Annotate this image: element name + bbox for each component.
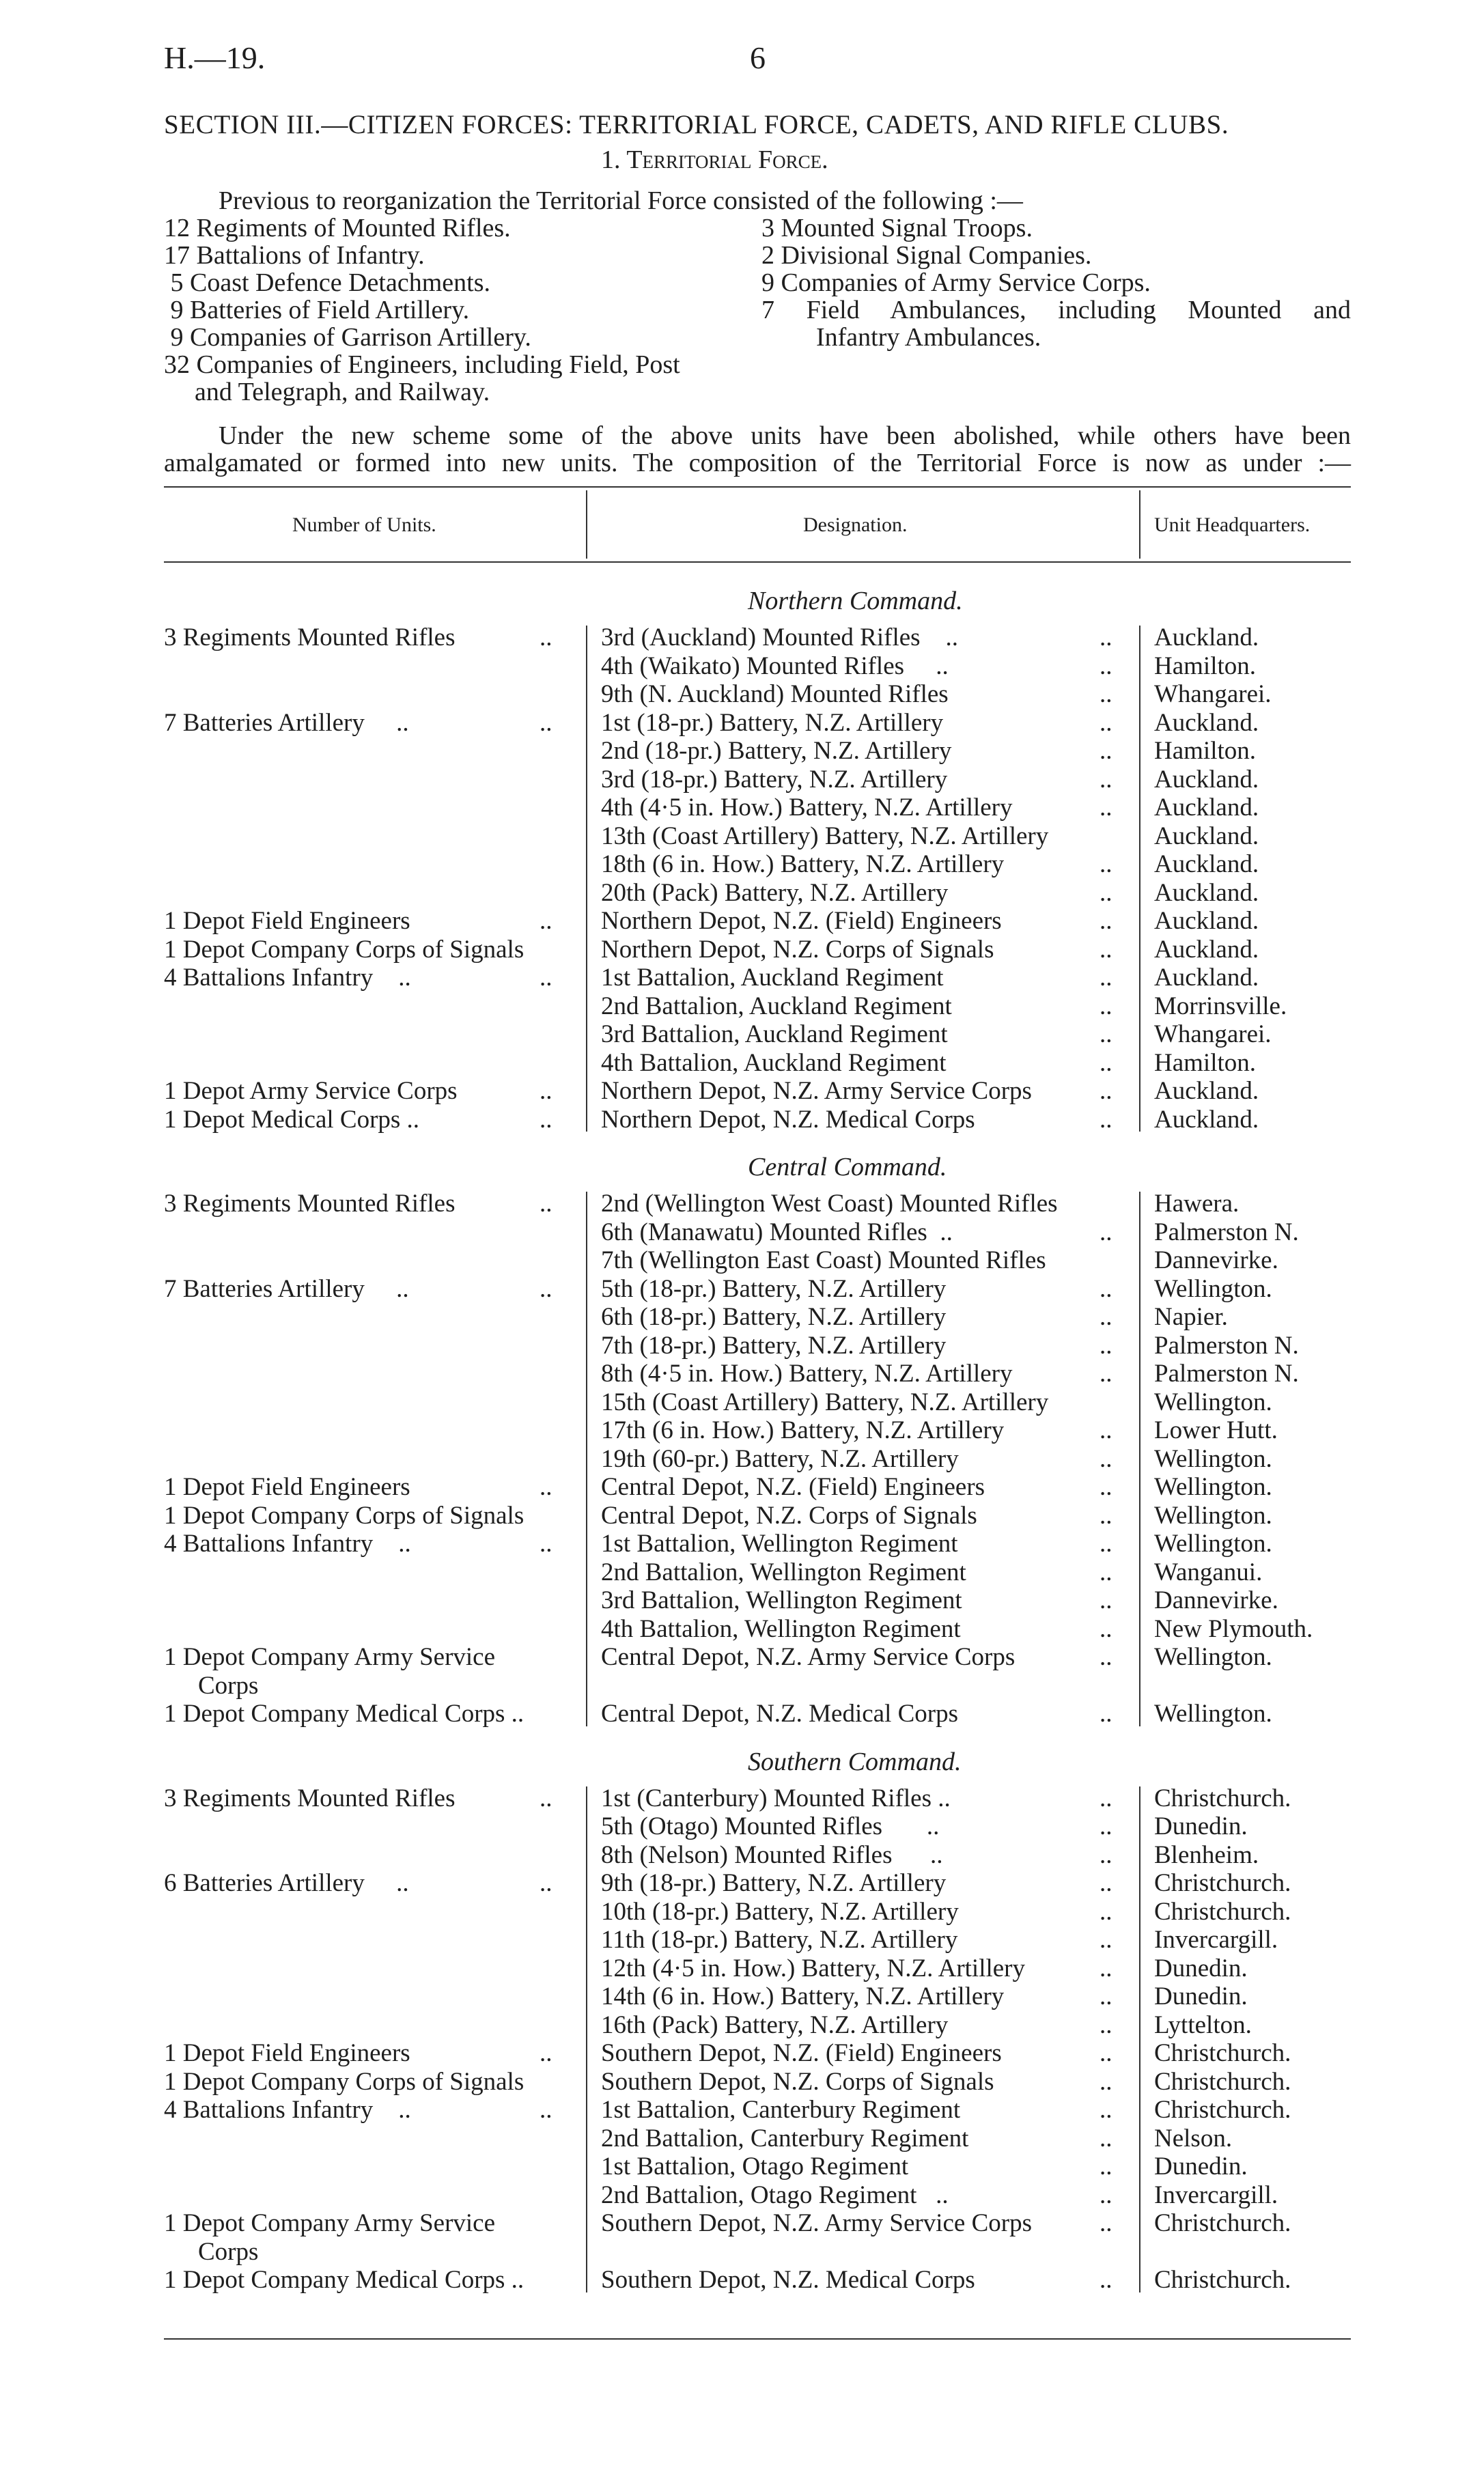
table-row bbox=[0, 1302, 1484, 1331]
table-row bbox=[0, 651, 1484, 680]
leader-dots: .. bbox=[1100, 737, 1112, 765]
table-row bbox=[0, 1218, 1484, 1246]
unit-count-cell: 1 Depot Field Engineers bbox=[164, 2039, 410, 2067]
table-row bbox=[0, 1925, 1484, 1954]
designation-cell: 13th (Coast Artillery) Battery, N.Z. Artillery bbox=[601, 822, 1049, 850]
designation-cell: Central Depot, N.Z. Army Service Corps bbox=[601, 1643, 1016, 1671]
unit-count-cell: 6 Batteries Artillery .. bbox=[164, 1869, 409, 1897]
designation-cell: 3rd Battalion, Wellington Regiment bbox=[601, 1586, 962, 1614]
document-reference: H.—19. bbox=[164, 40, 266, 75]
headquarters-cell: Wellington. bbox=[1154, 1388, 1272, 1416]
designation-cell: 3rd (18-pr.) Battery, N.Z. Artillery bbox=[601, 765, 948, 794]
designation-cell: 9th (N. Auckland) Mounted Rifles bbox=[601, 680, 949, 708]
leader-dots: .. bbox=[1100, 1530, 1112, 1558]
unit-count-cell: 1 Depot Field Engineers bbox=[164, 1473, 410, 1501]
leader-dots: .. bbox=[1100, 1048, 1112, 1077]
table-row bbox=[0, 1529, 1484, 1558]
leader-dots: .. bbox=[1100, 1869, 1112, 1897]
table-row bbox=[0, 2237, 1484, 2266]
table-row bbox=[0, 992, 1484, 1020]
leader-dots: .. bbox=[1100, 1812, 1112, 1840]
command-heading: Central Command. bbox=[748, 1153, 947, 1181]
previous-unit-left-item: 32 Companies of Engineers, including Field, Post bbox=[164, 350, 680, 379]
headquarters-cell: Palmerston N. bbox=[1154, 1218, 1299, 1246]
designation-cell: 4th (Waikato) Mounted Rifles .. bbox=[601, 651, 949, 680]
leader-dots: .. bbox=[1100, 2209, 1112, 2237]
leader-dots: .. bbox=[1100, 1416, 1112, 1444]
leader-dots: .. bbox=[1100, 708, 1112, 737]
leader-dots: .. bbox=[540, 1784, 552, 1812]
designation-cell: 2nd Battalion, Auckland Regiment bbox=[601, 992, 952, 1020]
designation-cell: 1st Battalion, Canterbury Regiment bbox=[601, 2096, 961, 2124]
header-divider-2 bbox=[1139, 490, 1140, 559]
designation-cell: Central Depot, N.Z. Medical Corps bbox=[601, 1700, 959, 1728]
leader-dots: .. bbox=[1100, 850, 1112, 878]
leader-dots: .. bbox=[1100, 680, 1112, 708]
table-row bbox=[0, 1444, 1484, 1473]
designation-cell: Northern Depot, N.Z. (Field) Engineers bbox=[601, 907, 1002, 935]
table-row bbox=[0, 2067, 1484, 2096]
column-header-designation: Designation. bbox=[803, 514, 908, 536]
headquarters-cell: Napier. bbox=[1154, 1303, 1228, 1331]
designation-cell: 1st Battalion, Otago Regiment bbox=[601, 2153, 909, 2180]
designation-cell: 9th (18-pr.) Battery, N.Z. Artillery bbox=[601, 1869, 947, 1897]
headquarters-cell: Dannevirke. bbox=[1154, 1246, 1278, 1274]
designation-cell: 8th (Nelson) Mounted Rifles .. bbox=[601, 1840, 943, 1869]
designation-cell: 15th (Coast Artillery) Battery, N.Z. Artillery bbox=[601, 1388, 1049, 1416]
leader-dots: .. bbox=[1100, 2153, 1112, 2180]
leader-dots: .. bbox=[1100, 1501, 1112, 1530]
headquarters-cell: Wellington. bbox=[1154, 1643, 1272, 1671]
headquarters-cell: Wellington. bbox=[1154, 1473, 1272, 1501]
command-heading: Southern Command. bbox=[748, 1747, 962, 1776]
leader-dots: .. bbox=[540, 2039, 552, 2067]
unit-count-cell: Corps bbox=[198, 2237, 259, 2266]
leader-dots: .. bbox=[540, 2096, 552, 2124]
headquarters-cell: Auckland. bbox=[1154, 708, 1259, 737]
designation-cell: 4th Battalion, Wellington Regiment bbox=[601, 1614, 961, 1643]
designation-cell: Southern Depot, N.Z. Medical Corps bbox=[601, 2266, 975, 2294]
new-scheme-text-line1: Under the new scheme some of the above units have been abolished, while others have been bbox=[219, 421, 1351, 450]
headquarters-cell: Dunedin. bbox=[1154, 1982, 1248, 2010]
table-row bbox=[0, 1501, 1484, 1530]
headquarters-cell: Auckland. bbox=[1154, 765, 1259, 794]
table-row bbox=[0, 850, 1484, 878]
unit-count-cell: 1 Depot Company Medical Corps .. bbox=[164, 1700, 524, 1728]
designation-cell: 3rd (Auckland) Mounted Rifles .. bbox=[601, 623, 959, 651]
column-divider bbox=[586, 1786, 587, 2292]
table-row bbox=[0, 708, 1484, 737]
headquarters-cell: Auckland. bbox=[1154, 907, 1259, 935]
table-row bbox=[0, 1840, 1484, 1869]
unit-count-cell: 1 Depot Company Corps of Signals bbox=[164, 2067, 524, 2096]
designation-cell: 1st Battalion, Wellington Regiment bbox=[601, 1530, 958, 1558]
previous-unit-left-item: 12 Regiments of Mounted Rifles. bbox=[164, 214, 511, 242]
command-heading: Northern Command. bbox=[748, 587, 963, 615]
subsection-title: 1. Territorial Force. bbox=[601, 145, 828, 174]
headquarters-cell: Auckland. bbox=[1154, 878, 1259, 907]
column-divider bbox=[1139, 1786, 1140, 2292]
headquarters-cell: Lyttelton. bbox=[1154, 2010, 1252, 2039]
previous-unit-left-item: and Telegraph, and Railway. bbox=[195, 378, 490, 406]
leader-dots: .. bbox=[1100, 907, 1112, 935]
unit-count-cell: 3 Regiments Mounted Rifles bbox=[164, 1784, 456, 1812]
leader-dots: .. bbox=[1100, 992, 1112, 1020]
headquarters-cell: Hamilton. bbox=[1154, 1048, 1257, 1077]
column-divider bbox=[586, 1192, 587, 1726]
designation-cell: 2nd Battalion, Otago Regiment .. bbox=[601, 2180, 949, 2209]
table-row bbox=[0, 963, 1484, 992]
leader-dots: .. bbox=[1100, 2010, 1112, 2039]
table-row bbox=[0, 1558, 1484, 1586]
headquarters-cell: Invercargill. bbox=[1154, 1926, 1278, 1954]
headquarters-cell: Whangarei. bbox=[1154, 680, 1272, 708]
leader-dots: .. bbox=[540, 1274, 552, 1303]
headquarters-cell: Whangarei. bbox=[1154, 1020, 1272, 1048]
section-title: SECTION III.—CITIZEN FORCES: TERRITORIAL FORCE, CADETS, AND RIFLE CLUBS. bbox=[164, 110, 1229, 139]
leader-dots: .. bbox=[1100, 1077, 1112, 1105]
leader-dots: .. bbox=[1100, 623, 1112, 651]
headquarters-cell: Blenheim. bbox=[1154, 1840, 1259, 1869]
leader-dots: .. bbox=[1100, 1897, 1112, 1926]
headquarters-cell: Auckland. bbox=[1154, 1105, 1259, 1134]
table-row bbox=[0, 2208, 1484, 2237]
table-row bbox=[0, 1784, 1484, 1812]
leader-dots: .. bbox=[1100, 1444, 1112, 1473]
headquarters-cell: Morrinsville. bbox=[1154, 992, 1287, 1020]
headquarters-cell: Nelson. bbox=[1154, 2124, 1233, 2153]
previous-unit-right-item: 3 Mounted Signal Troops. bbox=[761, 214, 1033, 242]
headquarters-cell: Auckland. bbox=[1154, 822, 1259, 850]
table-row bbox=[0, 2152, 1484, 2180]
designation-cell: 1st (Canterbury) Mounted Rifles .. bbox=[601, 1784, 951, 1812]
table-row bbox=[0, 1189, 1484, 1218]
headquarters-cell: Dunedin. bbox=[1154, 2153, 1248, 2180]
table-row bbox=[0, 2038, 1484, 2067]
table-row bbox=[0, 1105, 1484, 1134]
previous-unit-right-item: 7 Field Ambulances, including Mounted and bbox=[761, 296, 1351, 324]
designation-cell: Central Depot, N.Z. Corps of Signals bbox=[601, 1501, 977, 1530]
designation-cell: 19th (60-pr.) Battery, N.Z. Artillery bbox=[601, 1444, 959, 1473]
leader-dots: .. bbox=[1100, 1303, 1112, 1331]
leader-dots: .. bbox=[1100, 1558, 1112, 1586]
headquarters-cell: Auckland. bbox=[1154, 850, 1259, 878]
designation-cell: 16th (Pack) Battery, N.Z. Artillery bbox=[601, 2010, 949, 2039]
leader-dots: .. bbox=[1100, 1614, 1112, 1643]
leader-dots: .. bbox=[1100, 1700, 1112, 1728]
designation-cell: 3rd Battalion, Auckland Regiment bbox=[601, 1020, 948, 1048]
intro-text: Previous to reorganization the Territorial Force consisted of the following :— bbox=[219, 186, 1023, 215]
headquarters-cell: Auckland. bbox=[1154, 623, 1259, 651]
headquarters-cell: Palmerston N. bbox=[1154, 1331, 1299, 1360]
unit-count-cell: 1 Depot Company Corps of Signals bbox=[164, 1501, 524, 1530]
leader-dots: .. bbox=[1100, 1926, 1112, 1954]
column-divider bbox=[1139, 626, 1140, 1132]
headquarters-cell: Auckland. bbox=[1154, 794, 1259, 822]
headquarters-cell: Wellington. bbox=[1154, 1700, 1272, 1728]
leader-dots: .. bbox=[1100, 1331, 1112, 1360]
column-divider bbox=[1139, 1192, 1140, 1726]
leader-dots: .. bbox=[1100, 1784, 1112, 1812]
headquarters-cell: Hamilton. bbox=[1154, 737, 1257, 765]
designation-cell: 5th (Otago) Mounted Rifles .. bbox=[601, 1812, 940, 1840]
unit-count-cell: 7 Batteries Artillery .. bbox=[164, 708, 409, 737]
leader-dots: .. bbox=[1100, 1218, 1112, 1246]
leader-dots: .. bbox=[1100, 1020, 1112, 1048]
previous-unit-left-item: 17 Battalions of Infantry. bbox=[164, 241, 425, 270]
leader-dots: .. bbox=[1100, 651, 1112, 680]
unit-count-cell: 7 Batteries Artillery .. bbox=[164, 1274, 409, 1303]
table-row bbox=[0, 1699, 1484, 1728]
designation-cell: Northern Depot, N.Z. Army Service Corps bbox=[601, 1077, 1032, 1105]
headquarters-cell: Auckland. bbox=[1154, 964, 1259, 992]
table-top-rule bbox=[164, 486, 1351, 488]
leader-dots: .. bbox=[540, 708, 552, 737]
designation-cell: Central Depot, N.Z. (Field) Engineers bbox=[601, 1473, 985, 1501]
leader-dots: .. bbox=[540, 907, 552, 935]
table-row bbox=[0, 2265, 1484, 2294]
headquarters-cell: Christchurch. bbox=[1154, 2209, 1291, 2237]
column-header-hq: Unit Headquarters. bbox=[1154, 514, 1311, 536]
designation-cell: 6th (Manawatu) Mounted Rifles .. bbox=[601, 1218, 953, 1246]
unit-count-cell: 3 Regiments Mounted Rifles bbox=[164, 1190, 456, 1218]
leader-dots: .. bbox=[540, 623, 552, 651]
headquarters-cell: Christchurch. bbox=[1154, 2039, 1291, 2067]
leader-dots: .. bbox=[1100, 2124, 1112, 2153]
headquarters-cell: Hamilton. bbox=[1154, 651, 1257, 680]
designation-cell: 20th (Pack) Battery, N.Z. Artillery bbox=[601, 878, 949, 907]
unit-count-cell: 1 Depot Company Army Service bbox=[164, 2209, 496, 2237]
unit-count-cell: 1 Depot Company Corps of Signals bbox=[164, 935, 524, 964]
designation-cell: 6th (18-pr.) Battery, N.Z. Artillery bbox=[601, 1303, 947, 1331]
leader-dots: .. bbox=[1100, 1105, 1112, 1134]
leader-dots: .. bbox=[1100, 1840, 1112, 1869]
previous-unit-right-item: 2 Divisional Signal Companies. bbox=[761, 241, 1092, 270]
table-row bbox=[0, 623, 1484, 651]
headquarters-cell: Hawera. bbox=[1154, 1190, 1240, 1218]
table-row bbox=[0, 1472, 1484, 1501]
table-row bbox=[0, 1897, 1484, 1926]
designation-cell: 2nd Battalion, Wellington Regiment bbox=[601, 1558, 966, 1586]
table-row bbox=[0, 935, 1484, 964]
headquarters-cell: Auckland. bbox=[1154, 935, 1259, 964]
headquarters-cell: Lower Hutt. bbox=[1154, 1416, 1278, 1444]
previous-unit-right-item: Infantry Ambulances. bbox=[816, 323, 1041, 352]
designation-cell: 2nd (Wellington West Coast) Mounted Rifles bbox=[601, 1190, 1058, 1218]
table-row bbox=[0, 906, 1484, 935]
previous-unit-left-item: 9 Companies of Garrison Artillery. bbox=[164, 323, 531, 352]
leader-dots: .. bbox=[1100, 964, 1112, 992]
designation-cell: 11th (18-pr.) Battery, N.Z. Artillery bbox=[601, 1926, 958, 1954]
table-row bbox=[0, 1671, 1484, 1700]
unit-count-cell: 4 Battalions Infantry .. bbox=[164, 964, 411, 992]
headquarters-cell: Wellington. bbox=[1154, 1501, 1272, 1530]
leader-dots: .. bbox=[1100, 1954, 1112, 1982]
headquarters-cell: Dunedin. bbox=[1154, 1812, 1248, 1840]
designation-cell: 12th (4·5 in. How.) Battery, N.Z. Artillery bbox=[601, 1954, 1025, 1982]
table-row bbox=[0, 1388, 1484, 1416]
table-row bbox=[0, 822, 1484, 850]
designation-cell: 18th (6 in. How.) Battery, N.Z. Artillery bbox=[601, 850, 1005, 878]
headquarters-cell: Auckland. bbox=[1154, 1077, 1259, 1105]
headquarters-cell: Palmerston N. bbox=[1154, 1360, 1299, 1388]
unit-count-cell: 4 Battalions Infantry .. bbox=[164, 2096, 411, 2124]
leader-dots: .. bbox=[540, 1530, 552, 1558]
table-row bbox=[0, 1614, 1484, 1643]
leader-dots: .. bbox=[1100, 1586, 1112, 1614]
leader-dots: .. bbox=[1100, 2096, 1112, 2124]
designation-cell: 8th (4·5 in. How.) Battery, N.Z. Artillery bbox=[601, 1360, 1013, 1388]
headquarters-cell: Christchurch. bbox=[1154, 2067, 1291, 2096]
designation-cell: 2nd Battalion, Canterbury Regiment bbox=[601, 2124, 969, 2153]
headquarters-cell: Christchurch. bbox=[1154, 1784, 1291, 1812]
designation-cell: Southern Depot, N.Z. (Field) Engineers bbox=[601, 2039, 1002, 2067]
designation-cell: 10th (18-pr.) Battery, N.Z. Artillery bbox=[601, 1897, 959, 1926]
designation-cell: 4th Battalion, Auckland Regiment bbox=[601, 1048, 947, 1077]
table-row bbox=[0, 1020, 1484, 1048]
column-divider bbox=[586, 626, 587, 1132]
designation-cell: Southern Depot, N.Z. Corps of Signals bbox=[601, 2067, 994, 2096]
designation-cell: 7th (Wellington East Coast) Mounted Rifles bbox=[601, 1246, 1046, 1274]
headquarters-cell: Wellington. bbox=[1154, 1444, 1272, 1473]
table-row bbox=[0, 793, 1484, 822]
headquarters-cell: Christchurch. bbox=[1154, 1897, 1291, 1926]
unit-count-cell: Corps bbox=[198, 1671, 259, 1700]
leader-dots: .. bbox=[1100, 765, 1112, 794]
leader-dots: .. bbox=[1100, 1982, 1112, 2010]
table-row bbox=[0, 1048, 1484, 1077]
headquarters-cell: New Plymouth. bbox=[1154, 1614, 1313, 1643]
leader-dots: .. bbox=[540, 1190, 552, 1218]
headquarters-cell: Wanganui. bbox=[1154, 1558, 1263, 1586]
new-scheme-text-line2: amalgamated or formed into new units. The composition of the Territorial Force is now as under :— bbox=[164, 449, 1351, 477]
table-row bbox=[0, 736, 1484, 765]
table-row bbox=[0, 1331, 1484, 1360]
leader-dots: .. bbox=[1100, 1473, 1112, 1501]
previous-unit-right-item: 9 Companies of Army Service Corps. bbox=[761, 268, 1151, 297]
designation-cell: 1st (18-pr.) Battery, N.Z. Artillery bbox=[601, 708, 944, 737]
table-bottom-rule bbox=[164, 2338, 1351, 2340]
table-row bbox=[0, 2180, 1484, 2209]
leader-dots: .. bbox=[1100, 935, 1112, 964]
header-bottom-rule bbox=[164, 561, 1351, 563]
previous-unit-left-item: 9 Batteries of Field Artillery. bbox=[164, 296, 470, 324]
designation-cell: Southern Depot, N.Z. Army Service Corps bbox=[601, 2209, 1032, 2237]
leader-dots: .. bbox=[1100, 1360, 1112, 1388]
leader-dots: .. bbox=[1100, 2180, 1112, 2209]
designation-cell: 4th (4·5 in. How.) Battery, N.Z. Artillery bbox=[601, 794, 1013, 822]
table-row bbox=[0, 1642, 1484, 1671]
leader-dots: .. bbox=[540, 1077, 552, 1105]
table-row bbox=[0, 1812, 1484, 1840]
unit-count-cell: 1 Depot Medical Corps .. bbox=[164, 1105, 420, 1134]
leader-dots: .. bbox=[540, 1105, 552, 1134]
unit-count-cell: 1 Depot Army Service Corps bbox=[164, 1077, 458, 1105]
unit-count-cell: 1 Depot Company Army Service bbox=[164, 1643, 496, 1671]
leader-dots: .. bbox=[1100, 878, 1112, 907]
designation-cell: 17th (6 in. How.) Battery, N.Z. Artillery bbox=[601, 1416, 1005, 1444]
table-row bbox=[0, 1246, 1484, 1274]
leader-dots: .. bbox=[1100, 1274, 1112, 1303]
headquarters-cell: Dannevirke. bbox=[1154, 1586, 1278, 1614]
unit-count-cell: 3 Regiments Mounted Rifles bbox=[164, 623, 456, 651]
leader-dots: .. bbox=[540, 1473, 552, 1501]
leader-dots: .. bbox=[1100, 2266, 1112, 2294]
designation-cell: 5th (18-pr.) Battery, N.Z. Artillery bbox=[601, 1274, 947, 1303]
unit-count-cell: 4 Battalions Infantry .. bbox=[164, 1530, 411, 1558]
unit-count-cell: 1 Depot Field Engineers bbox=[164, 907, 410, 935]
leader-dots: .. bbox=[1100, 2067, 1112, 2096]
designation-cell: 1st Battalion, Auckland Regiment bbox=[601, 964, 944, 992]
table-row bbox=[0, 1076, 1484, 1105]
table-row bbox=[0, 1274, 1484, 1303]
headquarters-cell: Invercargill. bbox=[1154, 2180, 1278, 2209]
designation-cell: 2nd (18-pr.) Battery, N.Z. Artillery bbox=[601, 737, 952, 765]
table-row bbox=[0, 878, 1484, 907]
table-row bbox=[0, 1359, 1484, 1388]
table-row bbox=[0, 1982, 1484, 2010]
header-divider-1 bbox=[586, 490, 587, 559]
table-row bbox=[0, 1868, 1484, 1897]
table-row bbox=[0, 1954, 1484, 1982]
designation-cell: Northern Depot, N.Z. Medical Corps bbox=[601, 1105, 975, 1134]
table-row bbox=[0, 765, 1484, 794]
table-row bbox=[0, 2124, 1484, 2153]
table-row bbox=[0, 679, 1484, 708]
page-number: 6 bbox=[750, 40, 766, 75]
headquarters-cell: Christchurch. bbox=[1154, 2096, 1291, 2124]
unit-count-cell: 1 Depot Company Medical Corps .. bbox=[164, 2266, 524, 2294]
leader-dots: .. bbox=[540, 964, 552, 992]
headquarters-cell: Wellington. bbox=[1154, 1530, 1272, 1558]
designation-cell: 14th (6 in. How.) Battery, N.Z. Artillery bbox=[601, 1982, 1005, 2010]
designation-cell: Northern Depot, N.Z. Corps of Signals bbox=[601, 935, 994, 964]
leader-dots: .. bbox=[1100, 794, 1112, 822]
table-row bbox=[0, 2010, 1484, 2039]
table-row bbox=[0, 1416, 1484, 1444]
leader-dots: .. bbox=[540, 1869, 552, 1897]
leader-dots: .. bbox=[1100, 1643, 1112, 1671]
headquarters-cell: Wellington. bbox=[1154, 1274, 1272, 1303]
designation-cell: 7th (18-pr.) Battery, N.Z. Artillery bbox=[601, 1331, 947, 1360]
headquarters-cell: Dunedin. bbox=[1154, 1954, 1248, 1982]
headquarters-cell: Christchurch. bbox=[1154, 1869, 1291, 1897]
previous-unit-left-item: 5 Coast Defence Detachments. bbox=[164, 268, 490, 297]
table-row bbox=[0, 1586, 1484, 1614]
column-header-units: Number of Units. bbox=[292, 514, 436, 536]
table-row bbox=[0, 2095, 1484, 2124]
leader-dots: .. bbox=[1100, 2039, 1112, 2067]
headquarters-cell: Christchurch. bbox=[1154, 2266, 1291, 2294]
